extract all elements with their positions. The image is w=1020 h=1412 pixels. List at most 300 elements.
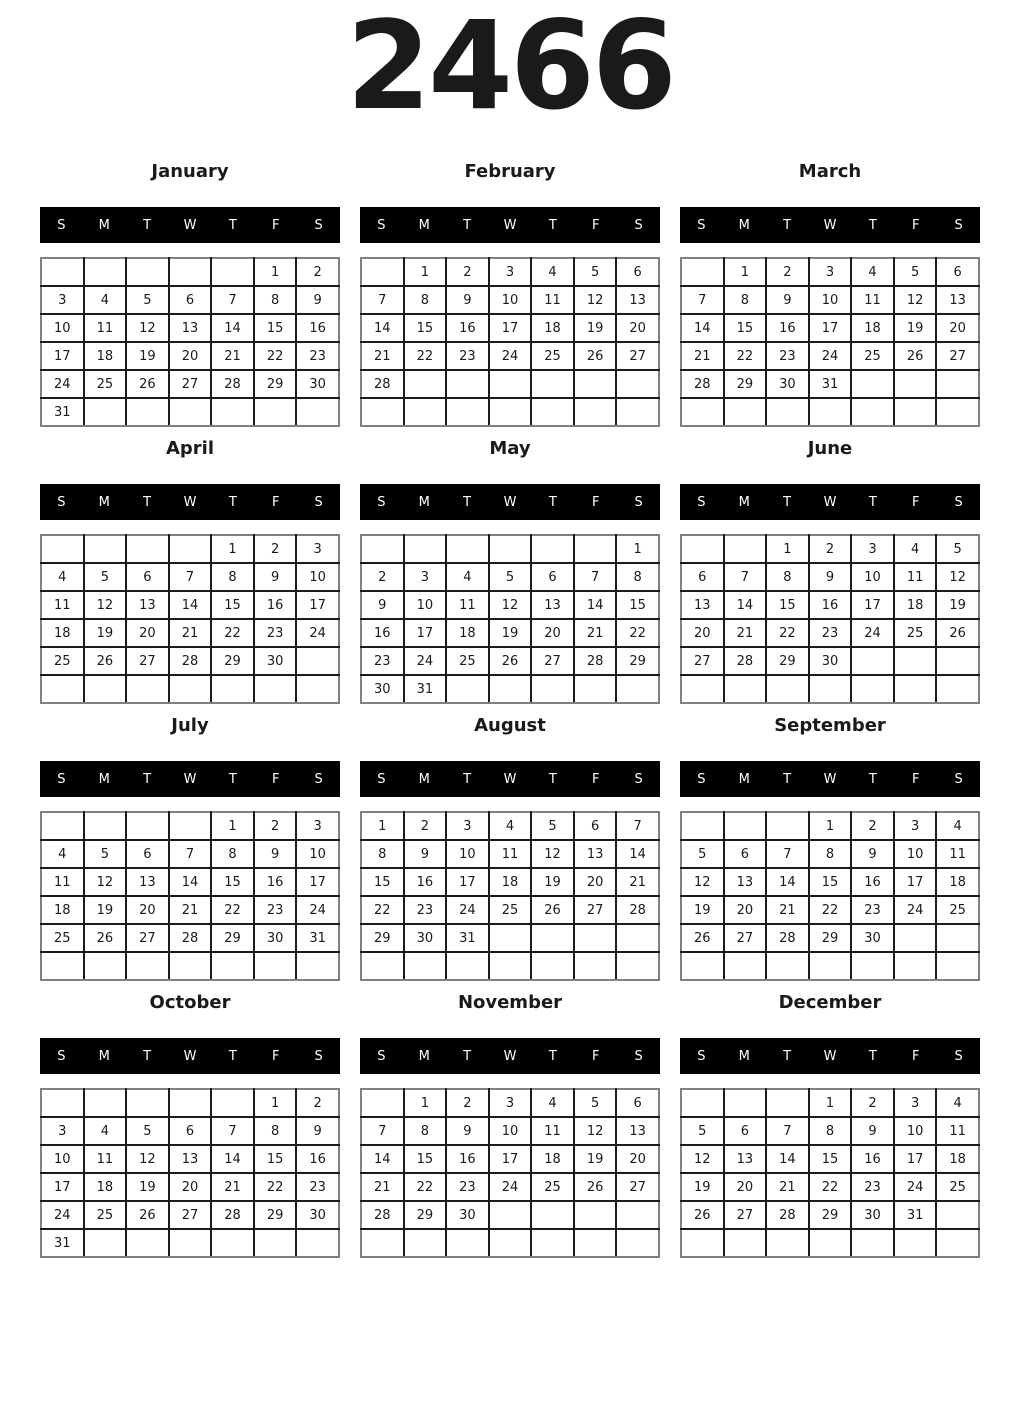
week-row [361,370,659,398]
day-cell: 29 [809,1201,852,1229]
day-cell [531,398,574,426]
day-cell: 13 [169,1145,212,1173]
day-cell [211,398,254,426]
month-grid [680,257,980,427]
week-row [361,1201,659,1229]
day-cell [574,1201,617,1229]
weekday-header [680,484,980,520]
day-cell [531,675,574,703]
day-cell [489,1201,532,1229]
day-cell: 26 [574,1173,617,1201]
month-title: August [474,715,546,736]
month-title: January [151,161,229,182]
day-cell: 3 [894,812,937,840]
day-cell: 5 [574,1089,617,1117]
day-cell: 16 [254,868,297,896]
weekday-label: W [503,494,517,510]
weekday-label: S [57,494,66,510]
weekday-label: W [183,771,197,787]
week-row [681,647,979,675]
week-row [681,314,979,342]
day-cell: 12 [126,1145,169,1173]
day-cell [766,1229,809,1257]
day-cell: 12 [681,1145,724,1173]
day-cell: 14 [169,591,212,619]
day-cell: 15 [809,1145,852,1173]
weekday-header [680,761,980,797]
weekday-label: T [143,494,152,510]
weekday-label: S [634,217,643,233]
month-title: March [798,161,862,182]
day-cell: 20 [724,896,767,924]
day-cell [489,1229,532,1257]
day-cell: 25 [936,1173,979,1201]
day-cell: 10 [894,840,937,868]
day-cell: 12 [574,286,617,314]
day-cell [616,924,659,952]
day-cell: 29 [211,647,254,675]
day-cell: 13 [574,840,617,868]
week-row [681,868,979,896]
week-row [681,370,979,398]
day-cell: 18 [41,619,84,647]
day-cell: 2 [446,258,489,286]
weekday-label: F [591,217,600,233]
day-cell: 18 [84,1173,127,1201]
day-cell: 2 [766,258,809,286]
day-cell: 16 [446,1145,489,1173]
day-cell [724,1089,767,1117]
day-cell: 30 [766,370,809,398]
day-cell [851,398,894,426]
day-cell [489,675,532,703]
day-cell: 13 [616,286,659,314]
day-cell: 15 [361,868,404,896]
week-row [41,563,339,591]
weekday-label: S [634,1048,643,1064]
week-row [361,535,659,563]
week-row [41,924,339,952]
day-cell: 26 [126,1201,169,1229]
day-cell [894,647,937,675]
day-cell: 18 [446,619,489,647]
day-cell [169,258,212,286]
day-cell: 28 [361,1201,404,1229]
day-cell: 15 [809,868,852,896]
day-cell [936,924,979,952]
day-cell [126,1229,169,1257]
day-cell: 17 [296,591,339,619]
day-cell: 15 [211,591,254,619]
day-cell: 22 [809,1173,852,1201]
day-cell: 3 [489,1089,532,1117]
day-cell [254,1229,297,1257]
day-cell: 6 [616,1089,659,1117]
day-cell [211,1089,254,1117]
weekday-label: S [697,494,706,510]
day-cell: 10 [489,286,532,314]
week-row [681,398,979,426]
day-cell: 4 [894,535,937,563]
day-cell: 27 [574,896,617,924]
day-cell: 29 [211,924,254,952]
day-cell: 22 [766,619,809,647]
weekday-label: T [228,217,237,233]
week-row [361,591,659,619]
day-cell [41,258,84,286]
day-cell: 19 [84,619,127,647]
weekday-header [360,484,660,520]
day-cell: 26 [936,619,979,647]
day-cell: 3 [446,812,489,840]
day-cell: 23 [851,896,894,924]
day-cell: 21 [211,1173,254,1201]
day-cell: 13 [169,314,212,342]
day-cell: 4 [531,1089,574,1117]
weekday-header [360,207,660,243]
weekday-label: T [548,1048,557,1064]
week-row [361,647,659,675]
weekday-header [360,1038,660,1074]
week-row [681,563,979,591]
day-cell [126,258,169,286]
day-cell [211,675,254,703]
day-cell: 20 [724,1173,767,1201]
day-cell: 11 [531,286,574,314]
day-cell: 13 [126,868,169,896]
day-cell: 15 [211,868,254,896]
day-cell: 16 [296,1145,339,1173]
day-cell: 1 [404,258,447,286]
day-cell: 4 [851,258,894,286]
day-cell: 23 [809,619,852,647]
day-cell: 7 [361,286,404,314]
weekday-label: S [634,494,643,510]
weekday-label: S [314,771,323,787]
day-cell: 15 [254,314,297,342]
month-title: November [457,992,563,1013]
day-cell [361,398,404,426]
day-cell [126,398,169,426]
day-cell: 5 [681,840,724,868]
day-cell [296,1229,339,1257]
day-cell: 30 [296,1201,339,1229]
day-cell [446,1229,489,1257]
weekday-label: T [143,217,152,233]
month-title: February [464,161,556,182]
week-row [361,675,659,703]
weekday-label: M [98,217,110,233]
day-cell: 19 [489,619,532,647]
day-cell: 7 [169,563,212,591]
day-cell [766,398,809,426]
day-cell [616,952,659,980]
day-cell: 19 [126,342,169,370]
week-row [361,563,659,591]
day-cell [41,535,84,563]
day-cell: 25 [936,896,979,924]
day-cell: 1 [616,535,659,563]
day-cell [84,535,127,563]
day-cell [681,675,724,703]
weekday-label: S [954,771,963,787]
day-cell: 18 [936,868,979,896]
day-cell: 27 [169,1201,212,1229]
day-cell [531,535,574,563]
day-cell: 26 [894,342,937,370]
day-cell: 14 [724,591,767,619]
day-cell: 22 [254,342,297,370]
weekday-label: T [548,217,557,233]
week-row [681,1117,979,1145]
day-cell [574,535,617,563]
day-cell: 23 [851,1173,894,1201]
weekday-label: F [911,1048,920,1064]
day-cell: 28 [169,647,212,675]
day-cell: 8 [724,286,767,314]
day-cell: 29 [254,370,297,398]
month-block [40,714,340,981]
day-cell [574,398,617,426]
day-cell: 29 [361,924,404,952]
day-cell: 26 [84,647,127,675]
day-cell [126,1089,169,1117]
weekday-label: M [98,771,110,787]
day-cell [531,1201,574,1229]
day-cell [84,1229,127,1257]
weekday-label: W [823,1048,837,1064]
day-cell: 28 [616,896,659,924]
day-cell: 31 [404,675,447,703]
day-cell: 12 [84,591,127,619]
day-cell: 4 [936,812,979,840]
day-cell [936,1201,979,1229]
day-cell: 6 [531,563,574,591]
day-cell: 8 [766,563,809,591]
day-cell: 15 [404,314,447,342]
weekday-label: M [738,771,750,787]
weekday-label: S [954,1048,963,1064]
day-cell: 24 [446,896,489,924]
day-cell: 18 [84,342,127,370]
month-grid [680,811,980,981]
weekday-label: S [377,771,386,787]
week-row [681,1229,979,1257]
day-cell: 24 [296,619,339,647]
day-cell [41,952,84,980]
day-cell: 30 [254,924,297,952]
day-cell [169,1229,212,1257]
day-cell: 30 [254,647,297,675]
day-cell: 27 [681,647,724,675]
weekday-label: T [868,494,877,510]
day-cell: 8 [361,840,404,868]
weekday-label: S [954,217,963,233]
week-row [361,1173,659,1201]
day-cell: 11 [936,1117,979,1145]
day-cell: 30 [361,675,404,703]
day-cell: 13 [724,868,767,896]
day-cell: 29 [809,924,852,952]
day-cell: 25 [851,342,894,370]
day-cell: 5 [84,563,127,591]
day-cell: 3 [894,1089,937,1117]
day-cell: 20 [126,896,169,924]
day-cell [894,924,937,952]
day-cell: 2 [809,535,852,563]
day-cell: 5 [126,1117,169,1145]
day-cell: 23 [446,1173,489,1201]
day-cell: 31 [446,924,489,952]
week-row [681,619,979,647]
weekday-label: T [463,771,472,787]
day-cell: 24 [851,619,894,647]
day-cell [936,398,979,426]
week-row [41,868,339,896]
weekday-label: T [228,494,237,510]
day-cell: 6 [169,286,212,314]
day-cell [574,952,617,980]
day-cell: 26 [681,1201,724,1229]
day-cell: 1 [361,812,404,840]
day-cell [531,370,574,398]
weekday-label: T [868,217,877,233]
day-cell: 8 [211,563,254,591]
day-cell: 5 [936,535,979,563]
day-cell: 29 [404,1201,447,1229]
day-cell: 16 [809,591,852,619]
weekday-label: T [463,1048,472,1064]
weekday-label: S [697,771,706,787]
day-cell [724,1229,767,1257]
week-row [361,619,659,647]
day-cell: 24 [894,896,937,924]
day-cell [724,812,767,840]
weekday-label: M [738,217,750,233]
day-cell: 26 [531,896,574,924]
day-cell: 14 [211,314,254,342]
day-cell [404,952,447,980]
week-row [41,1089,339,1117]
day-cell: 25 [41,647,84,675]
day-cell: 8 [254,1117,297,1145]
day-cell [361,258,404,286]
day-cell [616,1201,659,1229]
day-cell: 20 [681,619,724,647]
day-cell: 11 [84,314,127,342]
day-cell: 7 [681,286,724,314]
day-cell: 11 [41,591,84,619]
day-cell: 10 [41,314,84,342]
day-cell: 21 [574,619,617,647]
weekday-header [680,1038,980,1074]
day-cell: 28 [724,647,767,675]
week-row [361,896,659,924]
weekday-label: M [418,217,430,233]
day-cell: 26 [84,924,127,952]
day-cell [84,952,127,980]
weekday-label: F [911,771,920,787]
day-cell: 23 [254,619,297,647]
weekday-label: T [868,1048,877,1064]
day-cell: 13 [126,591,169,619]
weekday-label: T [868,771,877,787]
day-cell [724,952,767,980]
day-cell: 28 [574,647,617,675]
day-cell: 3 [41,286,84,314]
day-cell: 23 [766,342,809,370]
day-cell: 31 [41,398,84,426]
day-cell: 29 [766,647,809,675]
day-cell: 22 [724,342,767,370]
month-grid [360,1088,660,1258]
day-cell: 24 [489,1173,532,1201]
weekday-label: F [591,1048,600,1064]
day-cell [531,1229,574,1257]
day-cell [809,1229,852,1257]
week-row [681,1145,979,1173]
week-row [361,286,659,314]
day-cell: 27 [936,342,979,370]
week-row [361,840,659,868]
day-cell: 19 [894,314,937,342]
day-cell: 2 [254,812,297,840]
day-cell: 27 [126,647,169,675]
weekday-label: F [591,494,600,510]
day-cell: 18 [851,314,894,342]
month-title: December [778,992,882,1013]
day-cell [894,398,937,426]
day-cell: 10 [296,563,339,591]
day-cell [531,952,574,980]
day-cell: 9 [296,286,339,314]
week-row [361,1145,659,1173]
day-cell: 19 [574,1145,617,1173]
week-row [41,1229,339,1257]
week-row [41,370,339,398]
day-cell: 20 [169,342,212,370]
weekday-label: T [463,217,472,233]
day-cell: 22 [254,1173,297,1201]
weekday-label: W [823,217,837,233]
day-cell: 25 [84,1201,127,1229]
week-row [361,868,659,896]
weekday-header [40,484,340,520]
day-cell: 10 [851,563,894,591]
day-cell: 14 [574,591,617,619]
weekday-header [40,207,340,243]
day-cell: 16 [766,314,809,342]
day-cell [41,812,84,840]
day-cell [681,1229,724,1257]
week-row [41,840,339,868]
weekday-label: T [783,494,792,510]
day-cell: 23 [296,1173,339,1201]
day-cell: 21 [724,619,767,647]
day-cell [766,675,809,703]
day-cell: 11 [41,868,84,896]
day-cell: 24 [404,647,447,675]
day-cell: 11 [489,840,532,868]
day-cell: 17 [446,868,489,896]
day-cell: 18 [489,868,532,896]
day-cell: 4 [84,1117,127,1145]
day-cell: 1 [211,535,254,563]
day-cell: 12 [936,563,979,591]
day-cell [489,924,532,952]
day-cell: 28 [766,924,809,952]
day-cell: 18 [894,591,937,619]
